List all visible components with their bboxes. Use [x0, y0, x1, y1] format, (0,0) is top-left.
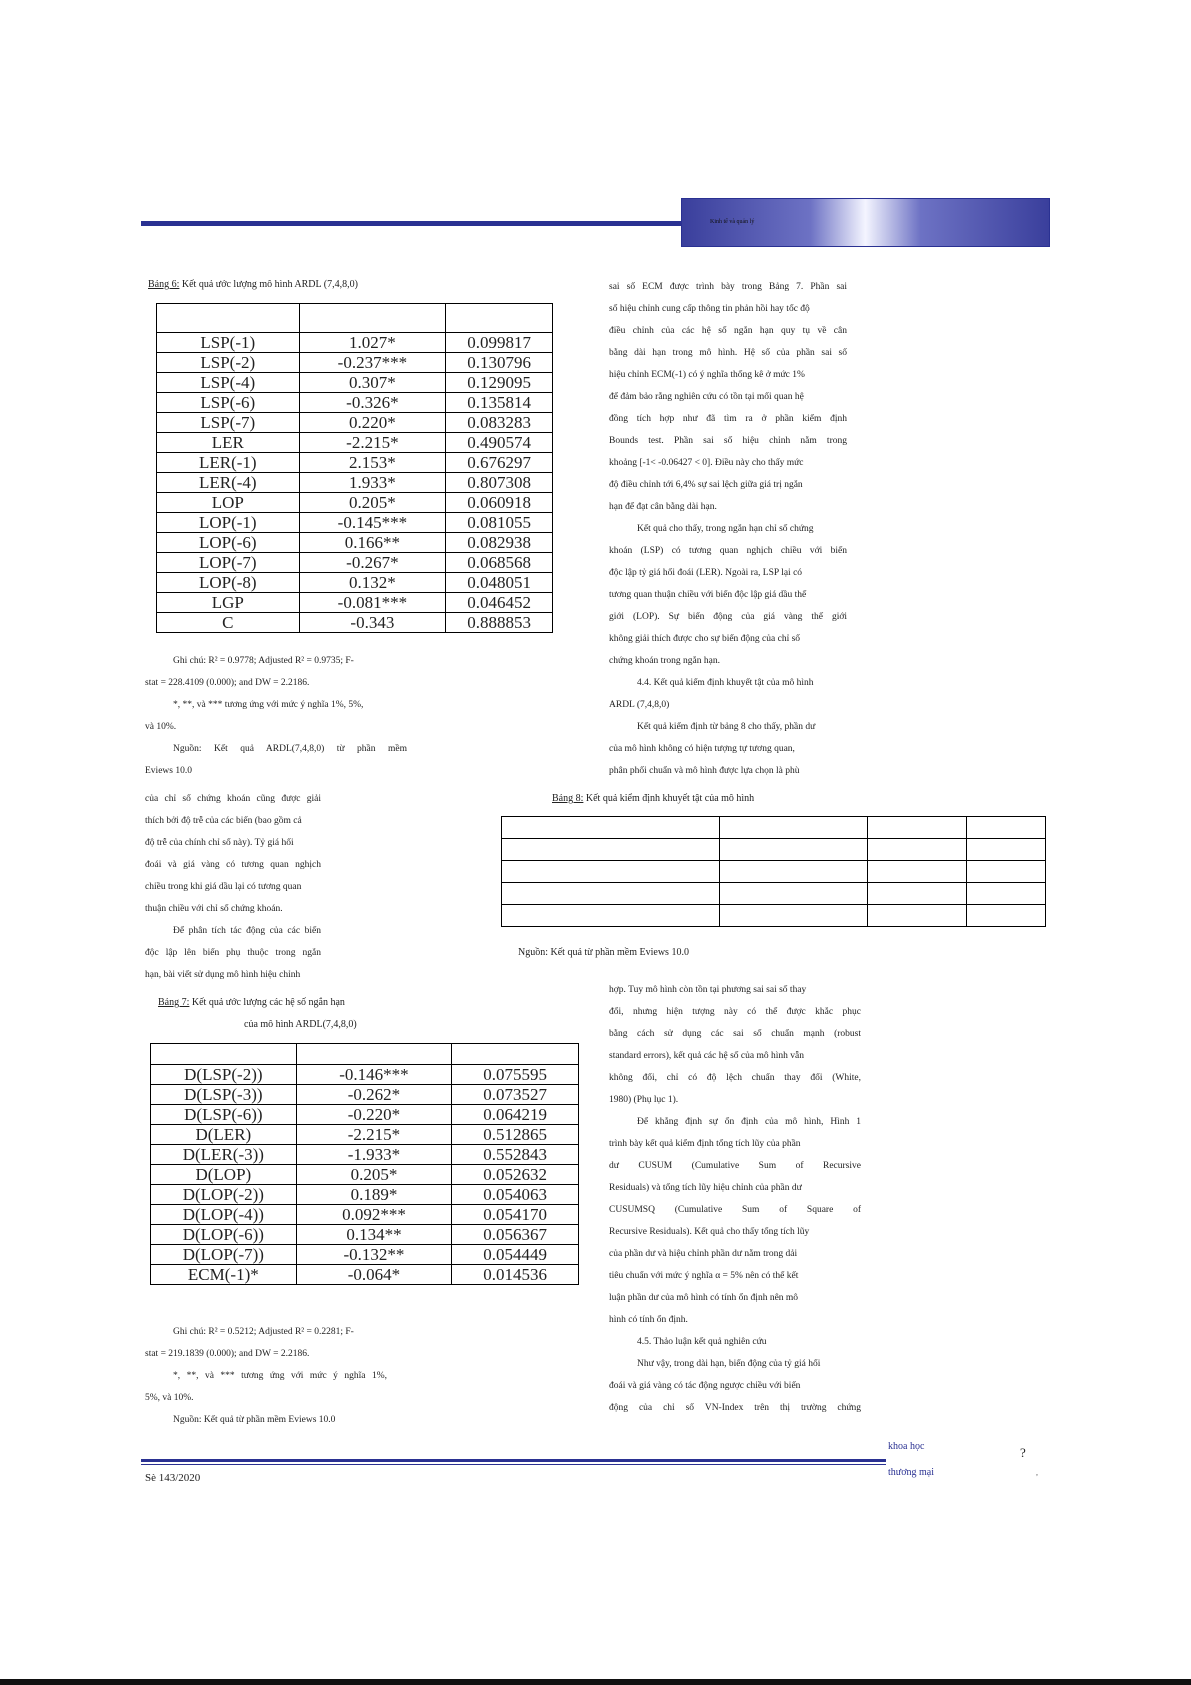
table8-row: [502, 905, 1046, 927]
text-line: thuận chiều với chỉ số chứng khoán.: [145, 904, 283, 914]
section-banner-label: Kinh tế và quản lý: [710, 219, 755, 225]
variable-cell: D(LOP(-6)): [151, 1225, 297, 1245]
table8-cell: [868, 883, 967, 905]
std-error-cell: 0.135814: [446, 393, 553, 413]
variable-cell: D(LOP(-2)): [151, 1185, 297, 1205]
table6-header-cell: [299, 304, 446, 333]
table8-caption-text: Kết quả kiểm định khuyết tật của mô hình: [585, 793, 755, 804]
table6-row: [157, 333, 553, 353]
coefficient-cell: -0.262*: [296, 1085, 452, 1105]
table6-caption-text: Kết quả ước lượng mô hình ARDL (7,4,8,0): [181, 279, 358, 290]
table8-row: [502, 817, 1046, 839]
table7: [150, 1043, 579, 1285]
table8: [501, 816, 1046, 927]
text-line: khoảng [-1< -0.06427 < 0]. Điều này cho thấy mức: [609, 458, 804, 468]
std-error-cell: 0.490574: [446, 433, 553, 453]
std-error-cell: 0.060918: [446, 493, 553, 513]
coefficient-cell: 0.220*: [299, 413, 446, 433]
section-heading: 4.5. Thảo luận kết quả nghiên cứu: [637, 1337, 767, 1347]
note-line: Nguồn: Kết quả ARDL(7,4,8,0) từ phần mềm: [173, 744, 407, 754]
coefficient-cell: -0.081***: [299, 593, 446, 613]
table7-row: [151, 1225, 579, 1245]
right-column-text-bottom: [609, 979, 861, 1419]
note-line: Eviews 10.0: [145, 766, 192, 776]
table7-row: [151, 1145, 579, 1165]
text-line: hạn, bài viết sử dụng mô hình hiệu chỉnh: [145, 970, 301, 980]
text-line: thích bởi độ trễ của các biến (bao gồm cả: [145, 816, 302, 826]
text-line: của chỉ số chứng khoán cũng được giải: [145, 794, 321, 804]
text-line: của phần dư và hiệu chỉnh phần dư nằm trong dải: [609, 1249, 798, 1259]
table6-row: [157, 453, 553, 473]
text-line: Kết quả kiểm định từ bảng 8 cho thấy, phần dư: [637, 722, 816, 732]
text-line: chiều trong khi giá dầu lại có tương quan: [145, 882, 302, 892]
table8-cell: [502, 817, 720, 839]
variable-cell: D(LSP(-3)): [151, 1085, 297, 1105]
table6-header-cell: [446, 304, 553, 333]
table6-row: [157, 473, 553, 493]
table6-caption-label: Bảng 6:: [148, 279, 180, 290]
table8-cell: [868, 817, 967, 839]
text-line: Để phân tích tác động của các biến: [173, 926, 321, 936]
table6-notes: [145, 650, 407, 782]
table7-caption-line2: của mô hình ARDL(7,4,8,0): [244, 1019, 357, 1030]
table8-caption-label: Bảng 8:: [552, 793, 584, 804]
coefficient-cell: 0.166**: [299, 533, 446, 553]
text-line: đồng tích hợp như đã tìm ra ở phần kiểm định: [609, 414, 847, 424]
section-heading: 4.4. Kết quả kiểm định khuyết tật của mô hình: [637, 678, 814, 688]
std-error-cell: 0.807308: [446, 473, 553, 493]
text-line: đổi, nhưng hiện tượng này có thể được khắc phục: [609, 1007, 861, 1017]
text-line: tiêu chuẩn với mức ý nghĩa α = 5% nên có thể kết: [609, 1271, 799, 1281]
coefficient-cell: 1.027*: [299, 333, 446, 353]
std-error-cell: 0.064219: [452, 1105, 579, 1125]
note-line: *, **, và *** tương ứng với mức ý nghĩa 1%,: [173, 1371, 387, 1381]
table7-row: [151, 1125, 579, 1145]
table7-caption: [158, 997, 345, 1008]
std-error-cell: 0.014536: [452, 1265, 579, 1285]
table7-row: [151, 1165, 579, 1185]
text-line: giới (LOP). Sự biến động của giá vàng thế giới: [609, 612, 847, 622]
variable-cell: LGP: [157, 593, 300, 613]
coefficient-cell: -2.215*: [296, 1125, 452, 1145]
note-line: 5%, và 10%.: [145, 1393, 194, 1403]
variable-cell: LSP(-6): [157, 393, 300, 413]
table8-cell: [967, 839, 1046, 861]
std-error-cell: 0.075595: [452, 1065, 579, 1085]
table8-row: [502, 861, 1046, 883]
coefficient-cell: -0.220*: [296, 1105, 452, 1125]
text-line: 1980) (Phụ lục 1).: [609, 1095, 679, 1105]
left-column-text: [145, 788, 321, 986]
journal-name-bottom: thương mại: [888, 1467, 934, 1478]
std-error-cell: 0.048051: [446, 573, 553, 593]
table7-row: [151, 1245, 579, 1265]
table7-row: [151, 1265, 579, 1285]
coefficient-cell: 0.205*: [296, 1165, 452, 1185]
variable-cell: LER: [157, 433, 300, 453]
variable-cell: LOP(-6): [157, 533, 300, 553]
note-line: Nguồn: Kết quả từ phần mềm Eviews 10.0: [173, 1415, 336, 1425]
table6-row: [157, 613, 553, 633]
table8-row: [502, 839, 1046, 861]
std-error-cell: 0.129095: [446, 373, 553, 393]
table8-cell: [719, 817, 868, 839]
text-line: Residuals) và tổng tích lũy hiệu chỉnh của phần dư: [609, 1183, 802, 1193]
text-line: không giải thích được cho sự biến động của chỉ số: [609, 634, 801, 644]
variable-cell: LOP: [157, 493, 300, 513]
text-line: số hiệu chỉnh cung cấp thông tin phản hồi hay tốc độ: [609, 304, 810, 314]
table8-cell: [502, 839, 720, 861]
text-line: tương quan thuận chiều với biến độc lập giá dầu thế: [609, 590, 807, 600]
text-line: Recursive Residuals). Kết quả cho thấy tổng tích lũy: [609, 1227, 810, 1237]
text-line: CUSUMSQ (Cumulative Sum of Square of: [609, 1205, 861, 1215]
table6-row: [157, 433, 553, 453]
scan-edge: [0, 1679, 1191, 1685]
table7-header-cell: [452, 1044, 579, 1065]
text-line: Như vậy, trong dài hạn, biến động của tỷ giá hối: [637, 1359, 821, 1369]
text-line: Để khẳng định sự ổn định của mô hình, Hình 1: [637, 1117, 861, 1127]
text-line: động của chỉ số VN-Index trên thị trường chứng: [609, 1403, 861, 1413]
table8-cell: [967, 905, 1046, 927]
text-line: hợp. Tuy mô hình còn tồn tại phương sai sai số thay: [609, 985, 807, 995]
table7-row: [151, 1205, 579, 1225]
text-line: không đổi, chỉ có độ lệch chuẩn thay đổi (White,: [609, 1073, 861, 1083]
note-line: stat = 219.1839 (0.000); and DW = 2.2186.: [145, 1349, 310, 1359]
std-error-cell: 0.068568: [446, 553, 553, 573]
coefficient-cell: -0.145***: [299, 513, 446, 533]
coefficient-cell: 0.205*: [299, 493, 446, 513]
table7-caption-text: Kết quả ước lượng các hệ số ngắn hạn: [191, 997, 345, 1008]
table8-cell: [967, 817, 1046, 839]
table8-source: Nguồn: Kết quả từ phần mềm Eviews 10.0: [518, 947, 689, 958]
std-error-cell: 0.046452: [446, 593, 553, 613]
std-error-cell: 0.888853: [446, 613, 553, 633]
coefficient-cell: -0.326*: [299, 393, 446, 413]
table6-row: [157, 593, 553, 613]
text-line: khoán (LSP) có tương quan nghịch chiều với biến: [609, 546, 847, 556]
table7-row: [151, 1105, 579, 1125]
std-error-cell: 0.676297: [446, 453, 553, 473]
table6-row: [157, 353, 553, 373]
text-line: luận phần dư của mô hình có tính ổn định nên mô: [609, 1293, 799, 1303]
std-error-cell: 0.552843: [452, 1145, 579, 1165]
coefficient-cell: -0.343: [299, 613, 446, 633]
variable-cell: D(LER(-3)): [151, 1145, 297, 1165]
coefficient-cell: 0.132*: [299, 573, 446, 593]
text-line: bằng dài hạn trong mô hình. Hệ số của phần sai số: [609, 348, 847, 358]
table6-row: [157, 413, 553, 433]
text-line: độc lập lên biến phụ thuộc trong ngắn: [145, 948, 321, 958]
variable-cell: LSP(-7): [157, 413, 300, 433]
footer-rule-thin: [141, 1464, 886, 1465]
table8-row: [502, 883, 1046, 905]
note-line: Ghi chú: R² = 0.5212; Adjusted R² = 0.2281; F-: [173, 1327, 354, 1337]
header-rule: [141, 221, 681, 226]
table6-row: [157, 493, 553, 513]
footer-rule: [141, 1459, 886, 1462]
table6-row: [157, 393, 553, 413]
table8-cell: [967, 861, 1046, 883]
std-error-cell: 0.512865: [452, 1125, 579, 1145]
std-error-cell: 0.083283: [446, 413, 553, 433]
variable-cell: LSP(-4): [157, 373, 300, 393]
coefficient-cell: -0.267*: [299, 553, 446, 573]
table8-cell: [719, 861, 868, 883]
text-line: đoái và giá vàng có tác động ngược chiều với biến: [609, 1381, 801, 1391]
table8-cell: [967, 883, 1046, 905]
table8-cell: [868, 905, 967, 927]
section-heading: ARDL (7,4,8,0): [609, 700, 670, 710]
table8-cell: [719, 905, 868, 927]
journal-name-top: khoa học: [888, 1441, 925, 1452]
table6-row: [157, 373, 553, 393]
std-error-cell: 0.052632: [452, 1165, 579, 1185]
issue-number: Sè 143/2020: [145, 1472, 201, 1484]
text-line: hình có tính ổn định.: [609, 1315, 688, 1325]
table7-notes: [145, 1321, 387, 1431]
coefficient-cell: 2.153*: [299, 453, 446, 473]
table7-header-cell: [151, 1044, 297, 1065]
table8-caption: [552, 793, 754, 804]
std-error-cell: 0.054170: [452, 1205, 579, 1225]
text-line: dư CUSUM (Cumulative Sum of Recursive: [609, 1161, 861, 1171]
table7-header-cell: [296, 1044, 452, 1065]
variable-cell: LER(-1): [157, 453, 300, 473]
note-line: stat = 228.4109 (0.000); and DW = 2.2186.: [145, 678, 310, 688]
coefficient-cell: 0.092***: [296, 1205, 452, 1225]
table6-header-row: [157, 304, 553, 333]
variable-cell: LOP(-7): [157, 553, 300, 573]
variable-cell: LOP(-1): [157, 513, 300, 533]
text-line: độ trễ của chính chỉ số này). Tỷ giá hối: [145, 838, 294, 848]
text-line: đoái và giá vàng có tương quan nghịch: [145, 860, 321, 870]
variable-cell: LSP(-1): [157, 333, 300, 353]
footer-mark: ,: [1036, 1468, 1038, 1477]
text-line: Kết quả cho thấy, trong ngắn hạn chỉ số chứng: [637, 524, 814, 534]
table8-cell: [502, 861, 720, 883]
variable-cell: C: [157, 613, 300, 633]
table6-row: [157, 553, 553, 573]
variable-cell: D(LER): [151, 1125, 297, 1145]
text-line: hiệu chỉnh ECM(-1) có ý nghĩa thống kê ở mức 1%: [609, 370, 805, 380]
std-error-cell: 0.081055: [446, 513, 553, 533]
right-column-text-top: [609, 276, 847, 782]
table7-row: [151, 1065, 579, 1085]
table6-caption: [148, 279, 358, 290]
section-banner: [681, 198, 1050, 247]
variable-cell: LOP(-8): [157, 573, 300, 593]
text-line: điều chỉnh của các hệ số ngắn hạn quy tụ về cân: [609, 326, 847, 336]
table8-cell: [719, 883, 868, 905]
variable-cell: D(LSP(-2)): [151, 1065, 297, 1085]
std-error-cell: 0.099817: [446, 333, 553, 353]
table6-row: [157, 573, 553, 593]
note-line: Ghi chú: R² = 0.9778; Adjusted R² = 0.9735; F-: [173, 656, 354, 666]
std-error-cell: 0.073527: [452, 1085, 579, 1105]
std-error-cell: 0.130796: [446, 353, 553, 373]
table8-cell: [868, 861, 967, 883]
coefficient-cell: 0.307*: [299, 373, 446, 393]
table7-row: [151, 1085, 579, 1105]
note-line: và 10%.: [145, 722, 177, 732]
table7-caption-label: Bảng 7:: [158, 997, 190, 1008]
coefficient-cell: 1.933*: [299, 473, 446, 493]
text-line: độc lập tỷ giá hối đoái (LER). Ngoài ra, LSP lại có: [609, 568, 803, 578]
std-error-cell: 0.082938: [446, 533, 553, 553]
coefficient-cell: 0.189*: [296, 1185, 452, 1205]
text-line: bằng cách sử dụng các sai số chuẩn mạnh (robust: [609, 1029, 861, 1039]
std-error-cell: 0.054063: [452, 1185, 579, 1205]
variable-cell: LSP(-2): [157, 353, 300, 373]
coefficient-cell: 0.134**: [296, 1225, 452, 1245]
coefficient-cell: -1.933*: [296, 1145, 452, 1165]
text-line: độ điều chỉnh tới 6,4% sự sai lệch giữa giá trị ngắn: [609, 480, 803, 490]
variable-cell: D(LSP(-6)): [151, 1105, 297, 1125]
std-error-cell: 0.054449: [452, 1245, 579, 1265]
text-line: để đảm bảo rằng nghiên cứu có tồn tại mối quan hệ: [609, 392, 804, 402]
text-line: chứng khoán trong ngắn hạn.: [609, 656, 720, 666]
variable-cell: LER(-4): [157, 473, 300, 493]
table6-row: [157, 513, 553, 533]
table7-header-row: [151, 1044, 579, 1065]
variable-cell: D(LOP): [151, 1165, 297, 1185]
coefficient-cell: -0.064*: [296, 1265, 452, 1285]
table6-header-cell: [157, 304, 300, 333]
table8-cell: [868, 839, 967, 861]
text-line: trình bày kết quả kiểm định tổng tích lũy của phần: [609, 1139, 801, 1149]
table6: [156, 303, 553, 633]
variable-cell: ECM(-1)*: [151, 1265, 297, 1285]
table8-cell: [502, 905, 720, 927]
table6-row: [157, 533, 553, 553]
coefficient-cell: -2.215*: [299, 433, 446, 453]
text-line: Bounds test. Phần sai số hiệu chỉnh nằm trong: [609, 436, 847, 446]
text-line: phân phối chuẩn và mô hình được lựa chọn là phù: [609, 766, 800, 776]
table8-cell: [502, 883, 720, 905]
coefficient-cell: -0.132**: [296, 1245, 452, 1265]
table8-cell: [719, 839, 868, 861]
text-line: của mô hình không có hiện tượng tự tương quan,: [609, 744, 795, 754]
note-line: *, **, và *** tương ứng với mức ý nghĩa 1%, 5%,: [173, 700, 364, 710]
variable-cell: D(LOP(-4)): [151, 1205, 297, 1225]
text-line: sai số ECM được trình bày trong Bảng 7. Phần sai: [609, 282, 847, 292]
text-line: standard errors), kết quả các hệ số của mô hình vẫn: [609, 1051, 804, 1061]
variable-cell: D(LOP(-7)): [151, 1245, 297, 1265]
coefficient-cell: -0.237***: [299, 353, 446, 373]
table7-row: [151, 1185, 579, 1205]
coefficient-cell: -0.146***: [296, 1065, 452, 1085]
std-error-cell: 0.056367: [452, 1225, 579, 1245]
page-number: ?: [1020, 1445, 1026, 1460]
text-line: hạn để đạt cân bằng dài hạn.: [609, 502, 717, 512]
